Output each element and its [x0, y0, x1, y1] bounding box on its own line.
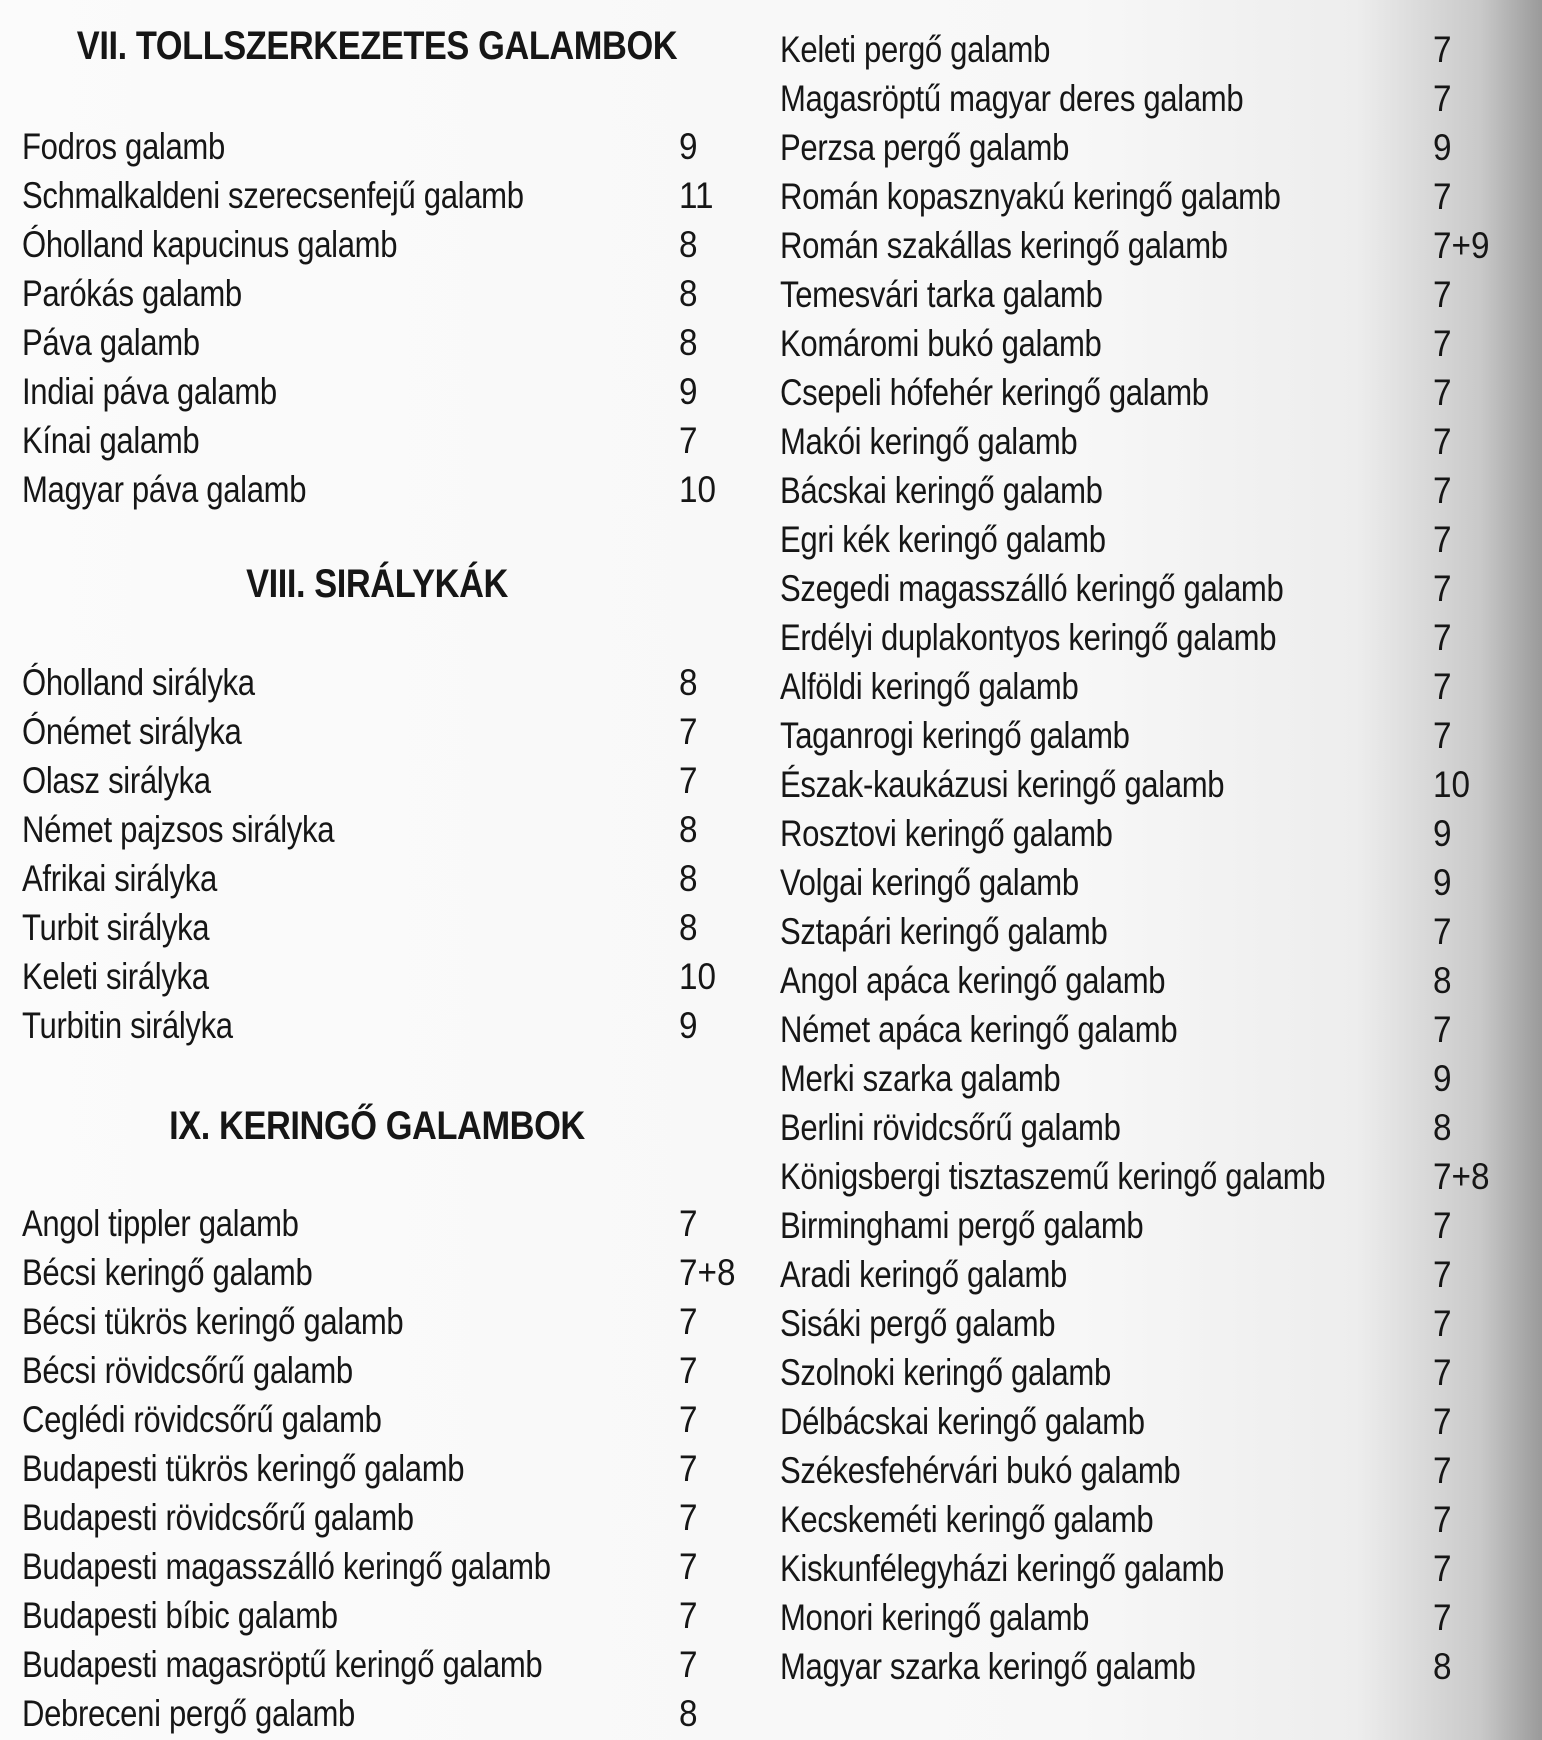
- breed-value: 9: [1433, 127, 1452, 168]
- breed-name: Bécsi tükrös keringő galamb: [22, 1301, 404, 1342]
- breed-value: 7: [1433, 1499, 1452, 1540]
- breed-name: Keleti sirályka: [22, 956, 209, 997]
- list-item: [780, 319, 1520, 368]
- breed-value: 7: [1433, 911, 1452, 952]
- breed-value: 9: [679, 126, 698, 167]
- breed-value: 10: [679, 956, 717, 997]
- breed-value: 9: [1433, 1058, 1452, 1099]
- breed-name: Birminghami pergő galamb: [780, 1205, 1144, 1246]
- breed-name: Román szakállas keringő galamb: [780, 225, 1228, 266]
- breed-name: Alföldi keringő galamb: [780, 666, 1079, 707]
- breed-value: 7: [1433, 1303, 1452, 1344]
- breed-name: Olasz sirályka: [22, 760, 211, 801]
- breed-value: 7+9: [1433, 225, 1490, 266]
- breed-value: 8: [679, 662, 698, 703]
- section-title-viii: VIII. SIRÁLYKÁK: [246, 562, 508, 606]
- breed-value: 8: [1433, 1107, 1452, 1148]
- list-item: [22, 903, 762, 952]
- breed-value: 7: [1433, 1352, 1452, 1393]
- breed-value: 7: [1433, 715, 1452, 756]
- breed-name: Monori keringő galamb: [780, 1597, 1090, 1638]
- list-item: [22, 416, 762, 465]
- breed-value: 9: [1433, 862, 1452, 903]
- list-item: [780, 1201, 1520, 1250]
- breed-name: Magyar szarka keringő galamb: [780, 1646, 1196, 1687]
- breed-value: 8: [1433, 1646, 1452, 1687]
- list-item: [780, 907, 1520, 956]
- list-item: [780, 711, 1520, 760]
- breed-name: Taganrogi keringő galamb: [780, 715, 1130, 756]
- list-item: [780, 956, 1520, 1005]
- list-item: [22, 1297, 762, 1346]
- breed-name: Szegedi magasszálló keringő galamb: [780, 568, 1284, 609]
- breed-value: 7+8: [679, 1252, 736, 1293]
- breed-name: Német apáca keringő galamb: [780, 1009, 1178, 1050]
- list-item: [780, 1348, 1520, 1397]
- breed-name: Turbitin sirályka: [22, 1005, 233, 1046]
- breed-name: Aradi keringő galamb: [780, 1254, 1067, 1295]
- list-item: [22, 805, 762, 854]
- breed-name: Budapesti magasröptű keringő galamb: [22, 1644, 543, 1685]
- list-item: [780, 221, 1520, 270]
- breed-value: 7: [1433, 323, 1452, 364]
- breed-value: 7: [679, 1497, 698, 1538]
- list-item: [22, 1591, 762, 1640]
- list-item: [780, 515, 1520, 564]
- list-item: [780, 1005, 1520, 1054]
- breed-name: Parókás galamb: [22, 273, 242, 314]
- list-item: [22, 220, 762, 269]
- breed-value: 8: [679, 224, 698, 265]
- breed-name: Óholland sirályka: [22, 662, 255, 703]
- breed-value: 7: [679, 1399, 698, 1440]
- breed-name: Fodros galamb: [22, 126, 225, 167]
- breed-value: 7: [679, 1301, 698, 1342]
- breed-name: Indiai páva galamb: [22, 371, 277, 412]
- breed-name: Budapesti rövidcsőrű galamb: [22, 1497, 414, 1538]
- list-item: [22, 854, 762, 903]
- breed-value: 7: [1433, 617, 1452, 658]
- breed-value: 9: [679, 371, 698, 412]
- list-item: [780, 466, 1520, 515]
- breed-name: Volgai keringő galamb: [780, 862, 1079, 903]
- breed-name: Német pajzsos sirályka: [22, 809, 335, 850]
- list-item: [22, 269, 762, 318]
- breed-name: Debreceni pergő galamb: [22, 1693, 355, 1734]
- breed-value: 9: [679, 1005, 698, 1046]
- breed-name: Észak-kaukázusi keringő galamb: [780, 764, 1225, 805]
- breed-name: Königsbergi tisztaszemű keringő galamb: [780, 1156, 1326, 1197]
- breed-name: Magyar páva galamb: [22, 469, 307, 510]
- list-item: [780, 858, 1520, 907]
- list-item: [22, 465, 762, 514]
- breed-name: Afrikai sirályka: [22, 858, 217, 899]
- breed-value: 7: [679, 420, 698, 461]
- breed-value: 7: [679, 1350, 698, 1391]
- list-item: [780, 368, 1520, 417]
- list-item: [780, 1103, 1520, 1152]
- breed-name: Kecskeméti keringő galamb: [780, 1499, 1154, 1540]
- breed-name: Erdélyi duplakontyos keringő galamb: [780, 617, 1277, 658]
- breed-name: Budapesti bíbic galamb: [22, 1595, 338, 1636]
- list-item: [22, 1640, 762, 1689]
- breed-value: 7: [1433, 1205, 1452, 1246]
- list-item: [780, 564, 1520, 613]
- list-item: [780, 74, 1520, 123]
- list-item: [780, 1544, 1520, 1593]
- list-item: [780, 613, 1520, 662]
- list-item: [780, 417, 1520, 466]
- breed-value: 7: [1433, 1401, 1452, 1442]
- breed-name: Merki szarka galamb: [780, 1058, 1061, 1099]
- list-item: [780, 809, 1520, 858]
- breed-value: 7: [1433, 176, 1452, 217]
- list-item: [780, 1397, 1520, 1446]
- section-title-ix: IX. KERINGŐ GALAMBOK: [169, 1104, 585, 1148]
- breed-name: Szolnoki keringő galamb: [780, 1352, 1111, 1393]
- breed-name: Ceglédi rövidcsőrű galamb: [22, 1399, 382, 1440]
- list-item: [780, 1152, 1520, 1201]
- breed-value: 7: [679, 1595, 698, 1636]
- breed-name: Makói keringő galamb: [780, 421, 1078, 462]
- breed-name: Rosztovi keringő galamb: [780, 813, 1113, 854]
- breed-name: Sztapári keringő galamb: [780, 911, 1108, 952]
- section-title-vii: VII. TOLLSZERKEZETES GALAMBOK: [76, 24, 678, 68]
- breed-name: Keleti pergő galamb: [780, 29, 1051, 70]
- breed-value: 7: [1433, 1548, 1452, 1589]
- breed-value: 10: [1433, 764, 1471, 805]
- breed-value: 7: [1433, 372, 1452, 413]
- breed-name: Sisáki pergő galamb: [780, 1303, 1056, 1344]
- breed-value: 8: [1433, 960, 1452, 1001]
- list-item: [22, 1493, 762, 1542]
- list-item: [780, 1299, 1520, 1348]
- list-item: [780, 662, 1520, 711]
- list-item: [22, 1689, 762, 1738]
- breed-name: Perzsa pergő galamb: [780, 127, 1070, 168]
- breed-name: Délbácskai keringő galamb: [780, 1401, 1145, 1442]
- list-item: [22, 756, 762, 805]
- breed-value: 7: [1433, 29, 1452, 70]
- list-item: [780, 1593, 1520, 1642]
- breed-value: 7: [1433, 568, 1452, 609]
- list-item: [22, 1346, 762, 1395]
- list-item: [780, 1642, 1520, 1691]
- breed-name: Komáromi bukó galamb: [780, 323, 1102, 364]
- breed-name: Budapesti tükrös keringő galamb: [22, 1448, 465, 1489]
- breed-value: 8: [679, 1693, 698, 1734]
- breed-name: Páva galamb: [22, 322, 200, 363]
- breed-value: 7: [1433, 274, 1452, 315]
- list-item: [22, 707, 762, 756]
- breed-name: Román kopasznyakú keringő galamb: [780, 176, 1281, 217]
- breed-name: Óholland kapucinus galamb: [22, 224, 398, 265]
- breed-value: 7: [679, 1546, 698, 1587]
- list-item: [22, 658, 762, 707]
- breed-value: 7: [679, 1644, 698, 1685]
- breed-value: 7+8: [1433, 1156, 1490, 1197]
- list-item: [780, 1250, 1520, 1299]
- breed-value: 7: [1433, 1450, 1452, 1491]
- breed-value: 11: [679, 175, 714, 216]
- breed-name: Ónémet sirályka: [22, 711, 242, 752]
- breed-value: 7: [1433, 470, 1452, 511]
- list-item: [22, 122, 762, 171]
- breed-name: Angol apáca keringő galamb: [780, 960, 1166, 1001]
- breed-name: Csepeli hófehér keringő galamb: [780, 372, 1209, 413]
- list-item: [22, 171, 762, 220]
- breed-name: Bécsi rövidcsőrű galamb: [22, 1350, 353, 1391]
- list-item: [780, 760, 1520, 809]
- breed-value: 7: [1433, 421, 1452, 462]
- list-item: [22, 952, 762, 1001]
- breed-name: Egri kék keringő galamb: [780, 519, 1106, 560]
- breed-value: 7: [1433, 1009, 1452, 1050]
- breed-value: 7: [679, 1203, 698, 1244]
- breed-value: 8: [679, 858, 698, 899]
- list-item: [780, 1054, 1520, 1103]
- breed-name: Székesfehérvári bukó galamb: [780, 1450, 1181, 1491]
- breed-name: Kínai galamb: [22, 420, 200, 461]
- breed-value: 7: [679, 711, 698, 752]
- breed-name: Turbit sirályka: [22, 907, 210, 948]
- breed-name: Magasröptű magyar deres galamb: [780, 78, 1244, 119]
- breed-value: 9: [1433, 813, 1452, 854]
- breed-value: 7: [1433, 78, 1452, 119]
- breed-value: 8: [679, 322, 698, 363]
- list-item: [22, 1542, 762, 1591]
- list-item: [22, 367, 762, 416]
- list-item: [780, 123, 1520, 172]
- list-item: [780, 270, 1520, 319]
- breed-name: Budapesti magasszálló keringő galamb: [22, 1546, 551, 1587]
- list-item: [22, 1395, 762, 1444]
- breed-value: 8: [679, 273, 698, 314]
- list-item: [780, 1446, 1520, 1495]
- breed-name: Angol tippler galamb: [22, 1203, 299, 1244]
- list-item: [22, 1001, 762, 1050]
- breed-value: 7: [1433, 519, 1452, 560]
- list-item: [780, 172, 1520, 221]
- breed-value: 10: [679, 469, 717, 510]
- breed-value: 8: [679, 907, 698, 948]
- breed-value: 8: [679, 809, 698, 850]
- list-item: [780, 25, 1520, 74]
- breed-name: Kiskunfélegyházi keringő galamb: [780, 1548, 1224, 1589]
- breed-name: Berlini rövidcsőrű galamb: [780, 1107, 1121, 1148]
- list-item: [22, 318, 762, 367]
- breed-name: Bácskai keringő galamb: [780, 470, 1103, 511]
- breed-value: 7: [679, 1448, 698, 1489]
- breed-value: 7: [1433, 1254, 1452, 1295]
- breed-name: Schmalkaldeni szerecsenfejű galamb: [22, 175, 524, 216]
- list-item: [22, 1248, 762, 1297]
- list-item: [22, 1444, 762, 1493]
- breed-value: 7: [679, 760, 698, 801]
- list-item: [22, 1199, 762, 1248]
- breed-name: Temesvári tarka galamb: [780, 274, 1103, 315]
- breed-name: Bécsi keringő galamb: [22, 1252, 313, 1293]
- list-item: [780, 1495, 1520, 1544]
- breed-value: 7: [1433, 666, 1452, 707]
- breed-value: 7: [1433, 1597, 1452, 1638]
